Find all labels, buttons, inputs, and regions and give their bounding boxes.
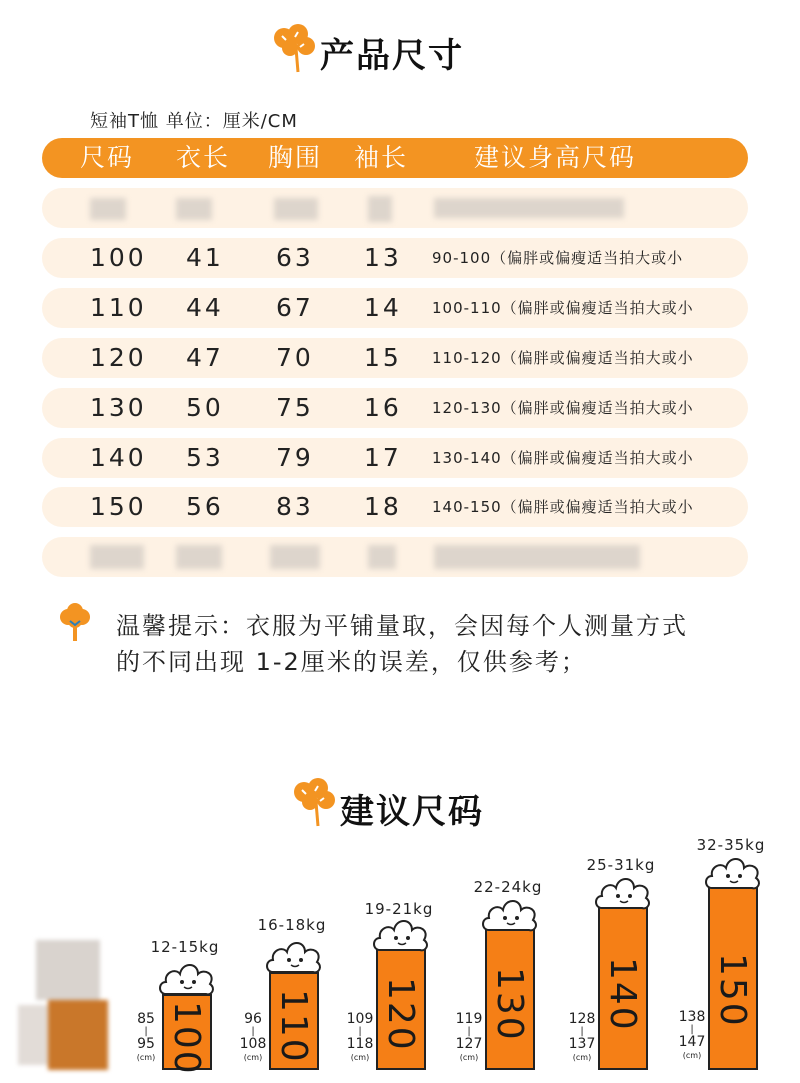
table-row	[42, 288, 748, 328]
cell-height: 130-140（偏胖或偏瘦适当拍大或小	[432, 449, 694, 467]
cloud-face-icon	[594, 874, 652, 912]
cloud-face-icon	[372, 916, 430, 954]
redacted-row	[42, 537, 748, 577]
size-label: 130	[489, 967, 530, 1042]
cloud-face-icon	[158, 960, 216, 998]
size-column	[130, 900, 240, 1076]
height-unit: (cm)	[136, 1053, 156, 1062]
height-range: 85 | 95 (cm)	[126, 1012, 166, 1064]
cell-height: 120-130（偏胖或偏瘦适当拍大或小	[432, 399, 694, 417]
cloud-face-icon	[265, 938, 323, 976]
size-label: 120	[380, 977, 421, 1052]
header-length: 衣长	[176, 143, 231, 172]
table-row	[42, 388, 748, 428]
redacted-row	[42, 188, 748, 228]
weight-label: 12-15kg	[150, 938, 220, 956]
header-chest: 胸围	[268, 143, 323, 172]
cell-length: 50	[186, 393, 224, 422]
height-min: 85	[137, 1011, 155, 1027]
cell-size: 120	[90, 343, 147, 372]
height-range: 138 | 147 (cm)	[672, 1010, 712, 1062]
cell-sleeve: 13	[364, 243, 402, 272]
header-size: 尺码	[80, 143, 135, 172]
size-label: 100	[166, 1001, 207, 1076]
height-min: 138	[678, 1009, 706, 1025]
size-label: 150	[712, 953, 753, 1028]
cell-length: 56	[186, 492, 224, 521]
cell-size: 130	[90, 393, 147, 422]
height-range: 109 | 118 (cm)	[340, 1012, 380, 1064]
table-row	[42, 238, 748, 278]
height-max: 95	[137, 1036, 155, 1052]
unit-note: 短袖T恤 单位：厘米/CM	[90, 111, 298, 132]
size-label: 110	[273, 989, 314, 1064]
table-header	[42, 138, 748, 178]
weight-label: 25-31kg	[586, 856, 656, 874]
height-range: 96 | 108 (cm)	[233, 1012, 273, 1064]
height-min: 128	[568, 1011, 596, 1027]
weight-label: 22-24kg	[473, 878, 543, 896]
cell-length: 41	[186, 243, 224, 272]
tree-icon	[58, 603, 92, 643]
cloud-face-icon	[704, 854, 762, 892]
table-row	[42, 487, 748, 527]
section-title: 建议尺码	[340, 792, 484, 832]
size-column	[453, 870, 563, 1070]
height-unit: (cm)	[459, 1053, 479, 1062]
height-max: 137	[568, 1036, 596, 1052]
cell-size: 110	[90, 293, 147, 322]
height-max: 108	[239, 1036, 267, 1052]
cell-sleeve: 14	[364, 293, 402, 322]
height-min: 119	[455, 1011, 483, 1027]
height-min: 109	[346, 1011, 374, 1027]
cell-length: 44	[186, 293, 224, 322]
cell-size: 150	[90, 492, 147, 521]
cell-sleeve: 18	[364, 492, 402, 521]
tip-text: 温馨提示：衣服为平铺量取，会因每个人测量方式的不同出现 1-2厘米的误差，仅供参考；	[116, 612, 688, 676]
height-unit: (cm)	[350, 1053, 370, 1062]
cell-sleeve: 16	[364, 393, 402, 422]
product-thumbnail	[18, 940, 113, 1070]
size-label: 140	[602, 957, 643, 1032]
cell-chest: 63	[276, 243, 314, 272]
header-height: 建议身高尺码	[474, 143, 637, 172]
cell-size: 140	[90, 443, 147, 472]
cell-height: 90-100（偏胖或偏瘦适当拍大或小	[432, 249, 684, 267]
cell-sleeve: 15	[364, 343, 402, 372]
weight-label: 19-21kg	[364, 900, 434, 918]
height-unit: (cm)	[572, 1053, 592, 1062]
cell-chest: 67	[276, 293, 314, 322]
cell-length: 47	[186, 343, 224, 372]
cell-height: 110-120（偏胖或偏瘦适当拍大或小	[432, 349, 694, 367]
cotton-flower-icon	[268, 22, 320, 74]
cell-chest: 75	[276, 393, 314, 422]
height-max: 118	[346, 1036, 374, 1052]
cell-chest: 79	[276, 443, 314, 472]
table-row	[42, 438, 748, 478]
page-title: 产品尺寸	[320, 36, 464, 76]
cell-length: 53	[186, 443, 224, 472]
height-unit: (cm)	[682, 1051, 702, 1060]
table-row	[42, 338, 748, 378]
cell-height: 100-110（偏胖或偏瘦适当拍大或小	[432, 299, 694, 317]
header-sleeve: 袖长	[354, 143, 409, 172]
weight-label: 32-35kg	[696, 836, 766, 854]
size-column	[676, 830, 786, 1070]
height-range: 128 | 137 (cm)	[562, 1012, 602, 1064]
cell-size: 100	[90, 243, 147, 272]
size-column	[344, 900, 454, 1070]
height-min: 96	[244, 1011, 262, 1027]
size-column	[566, 848, 676, 1070]
cell-sleeve: 17	[364, 443, 402, 472]
height-max: 127	[455, 1036, 483, 1052]
height-range: 119 | 127 (cm)	[449, 1012, 489, 1064]
height-unit: (cm)	[243, 1053, 263, 1062]
cotton-flower-icon	[288, 776, 340, 828]
cell-chest: 70	[276, 343, 314, 372]
size-column	[237, 900, 347, 1070]
weight-label: 16-18kg	[257, 916, 327, 934]
cell-chest: 83	[276, 492, 314, 521]
cell-height: 140-150（偏胖或偏瘦适当拍大或小	[432, 498, 694, 516]
cloud-face-icon	[481, 896, 539, 934]
height-max: 147	[678, 1034, 706, 1050]
